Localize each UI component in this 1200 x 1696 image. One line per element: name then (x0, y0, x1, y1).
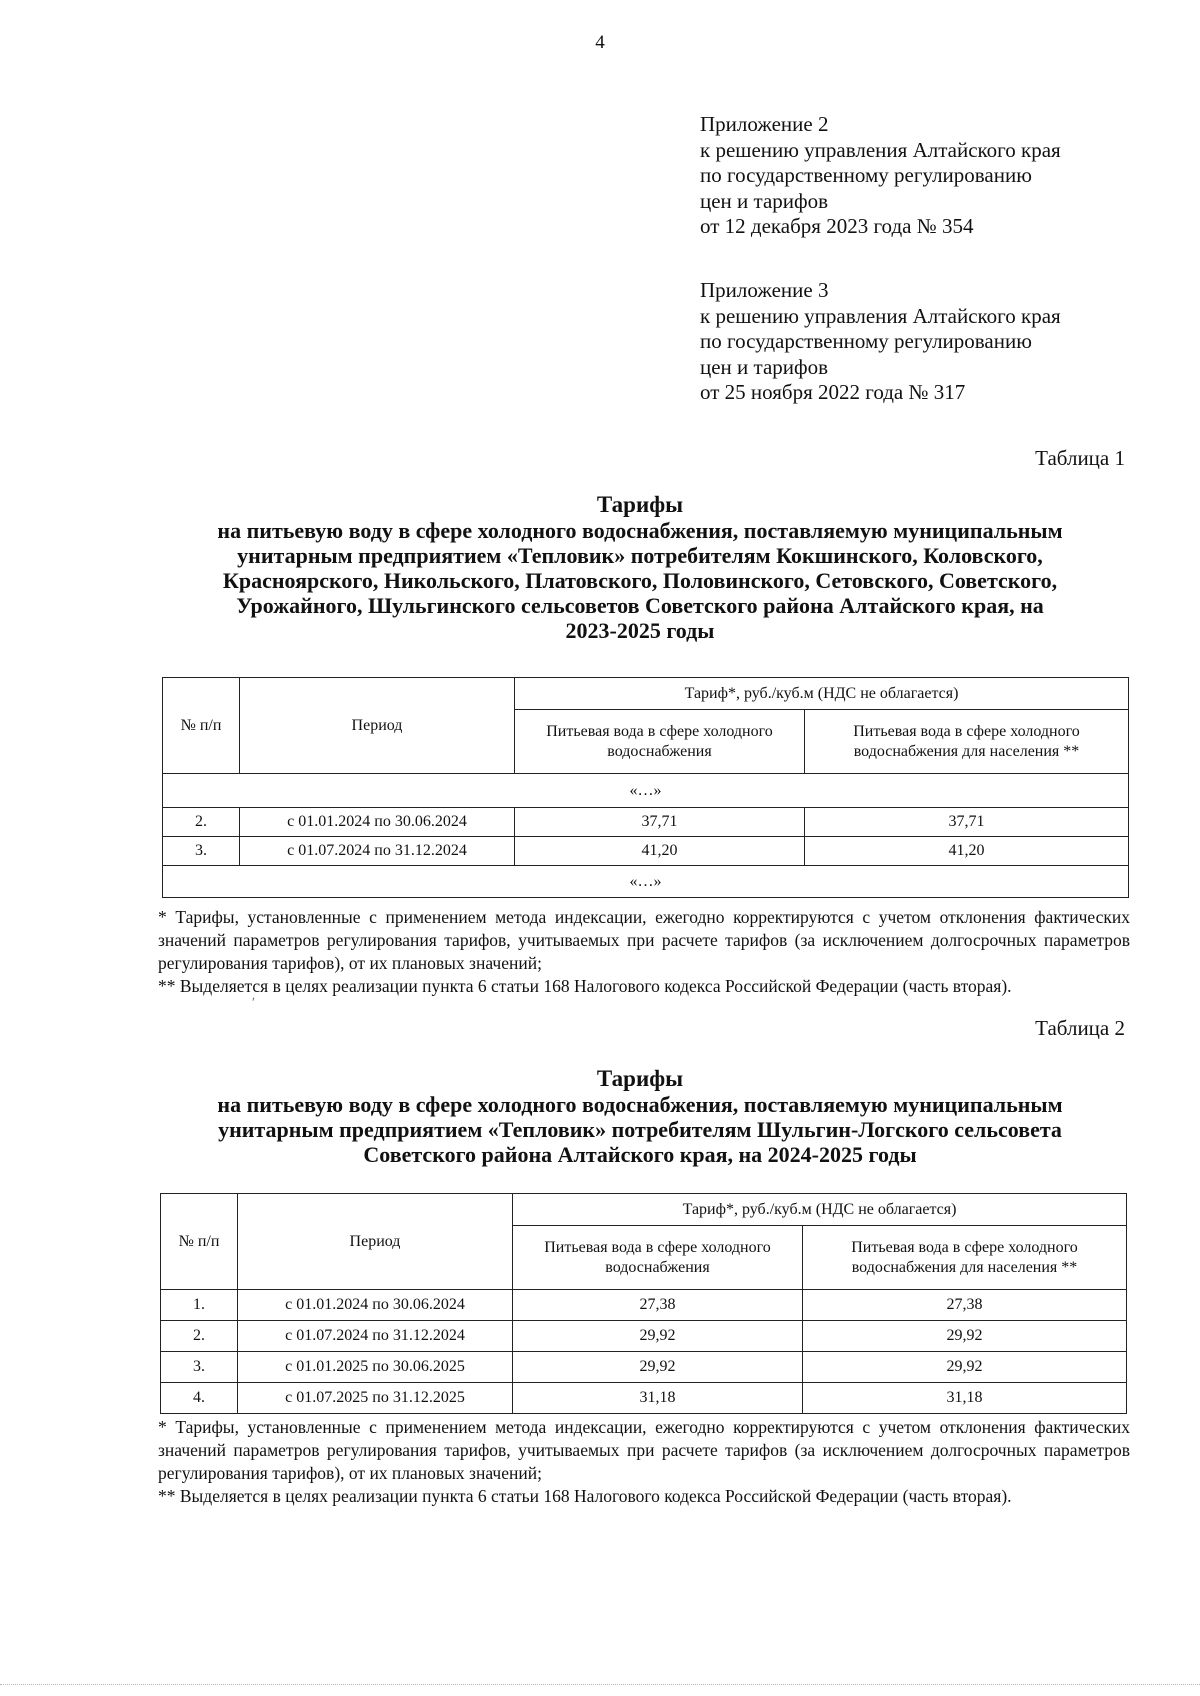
row-num: 2. (161, 1321, 238, 1352)
footnote-double-asterisk: ** Выделяется в целях реализации пункта 6 статьи 168 Налогового кодекса Российской Федерации (часть вторая). (158, 1486, 1012, 1506)
title-line: Красноярского, Никольского, Платовского, Половинского, Сетовского, Советского, (222, 568, 1058, 593)
footnote-double-asterisk: ** Выделяется в целях реализации пункта 6 статьи 168 Налогового кодекса Российской Федерации (часть вторая). (158, 976, 1012, 996)
row-value-b: 29,92 (803, 1352, 1127, 1383)
appendix-line: цен и тарифов (700, 188, 829, 213)
page-number: 4 (595, 32, 605, 53)
header-col-a: Питьевая вода в сфере холодного водоснабжения (515, 710, 805, 774)
appendix-line: Приложение 2 (700, 112, 829, 136)
row-value-a: 31,18 (513, 1383, 803, 1414)
tariff-table-2 (160, 1193, 1127, 1414)
appendix-line: к решению управления Алтайского края (700, 303, 1061, 328)
table-header-row (161, 1194, 1127, 1226)
title-line: на питьевую воду в сфере холодного водоснабжения, поставляемую муниципальным (217, 1092, 1063, 1117)
appendix-line: по государственному регулированию (700, 163, 1032, 188)
table-ellipsis-row (163, 866, 1129, 898)
table-row (161, 1290, 1127, 1321)
row-num: 3. (163, 837, 240, 866)
table-row (161, 1352, 1127, 1383)
table-row (163, 837, 1129, 866)
table-ellipsis-row (163, 774, 1129, 808)
table-2-title-block (150, 1066, 1130, 1167)
header-col-b: Питьевая вода в сфере холодного водоснабжения для населения ** (805, 710, 1129, 774)
footnote-asterisk: * Тарифы, установленные с применением метода индексации, ежегодно корректируются с учетом отклонения фактических значений параметров регулирования тарифов, учитываемых при расчете тарифов (за исключением долгосрочных параметров регулирования тарифов), от их плановых значений; (158, 907, 1130, 973)
header-num: № п/п (163, 678, 240, 774)
header-col-a: Питьевая вода в сфере холодного водоснабжения (513, 1226, 803, 1290)
appendix-line: Приложение 3 (700, 278, 829, 302)
title-line: Урожайного, Шульгинского сельсоветов Советского района Алтайского края, на (236, 593, 1044, 618)
row-value-a: 37,71 (515, 808, 805, 837)
row-value-a: 41,20 (515, 837, 805, 866)
header-period: Период (240, 678, 515, 774)
header-col-b: Питьевая вода в сфере холодного водоснабжения для населения ** (803, 1226, 1127, 1290)
row-period: с 01.07.2024 по 31.12.2024 (238, 1321, 513, 1352)
header-period: Период (238, 1194, 513, 1290)
scan-edge-line (0, 1684, 1200, 1686)
row-num: 1. (161, 1290, 238, 1321)
appendix-line: к решению управления Алтайского края (700, 137, 1061, 162)
table-2-footnotes (158, 1416, 1130, 1508)
row-value-b: 31,18 (803, 1383, 1127, 1414)
row-period: с 01.07.2025 по 31.12.2025 (238, 1383, 513, 1414)
table-2-label: Таблица 2 (1035, 1016, 1125, 1040)
appendix-3-header (700, 278, 1160, 406)
appendix-line: от 12 декабря 2023 года № 354 (700, 214, 974, 239)
table-row (161, 1383, 1127, 1414)
row-value-b: 29,92 (803, 1321, 1127, 1352)
table-1-footnotes (158, 906, 1130, 998)
tariff-table-1 (162, 677, 1129, 898)
table-1-label: Таблица 1 (1035, 446, 1125, 470)
header-tariff: Тариф*, руб./куб.м (НДС не облагается) (513, 1194, 1127, 1226)
table-2-title: Тарифы (596, 1066, 684, 1091)
table-header-row (163, 678, 1129, 710)
header-tariff: Тариф*, руб./куб.м (НДС не облагается) (515, 678, 1129, 710)
table-row (163, 808, 1129, 837)
title-line: Советского района Алтайского края, на 2024-2025 годы (363, 1142, 917, 1167)
title-line: 2023-2025 годы (565, 618, 715, 643)
footnote-asterisk: * Тарифы, установленные с применением метода индексации, ежегодно корректируются с учетом отклонения фактических значений параметров регулирования тарифов, учитываемых при расчете тарифов (за исключением долгосрочных параметров регулирования тарифов), от их плановых значений; (158, 1417, 1130, 1483)
title-line: унитарным предприятием «Тепловик» потребителям Шульгин-Логского сельсовета (218, 1117, 1062, 1142)
row-period: с 01.01.2025 по 30.06.2025 (238, 1352, 513, 1383)
title-line: унитарным предприятием «Тепловик» потребителям Кокшинского, Коловского, (237, 543, 1043, 568)
appendix-line: цен и тарифов (700, 354, 829, 379)
row-period: с 01.01.2024 по 30.06.2024 (238, 1290, 513, 1321)
row-value-a: 29,92 (513, 1321, 803, 1352)
row-value-b: 41,20 (805, 837, 1129, 866)
row-period: с 01.01.2024 по 30.06.2024 (240, 808, 515, 837)
row-value-a: 29,92 (513, 1352, 803, 1383)
header-num: № п/п (161, 1194, 238, 1290)
row-value-b: 27,38 (803, 1290, 1127, 1321)
appendix-line: по государственному регулированию (700, 329, 1032, 354)
row-num: 3. (161, 1352, 238, 1383)
row-period: с 01.07.2024 по 31.12.2024 (240, 837, 515, 866)
appendix-line: от 25 ноября 2022 года № 317 (700, 380, 966, 405)
title-line: на питьевую воду в сфере холодного водоснабжения, поставляемую муниципальным (217, 518, 1063, 543)
table-1-title: Тарифы (596, 492, 684, 517)
row-value-b: 37,71 (805, 808, 1129, 837)
table-row (161, 1321, 1127, 1352)
appendix-2-header (700, 112, 1160, 240)
scan-speck: ʹ (252, 996, 256, 1011)
table-1-title-block (150, 492, 1130, 643)
ellipsis-cell: «…» (163, 866, 1129, 898)
row-num: 4. (161, 1383, 238, 1414)
row-value-a: 27,38 (513, 1290, 803, 1321)
row-num: 2. (163, 808, 240, 837)
ellipsis-cell: «…» (163, 774, 1129, 808)
